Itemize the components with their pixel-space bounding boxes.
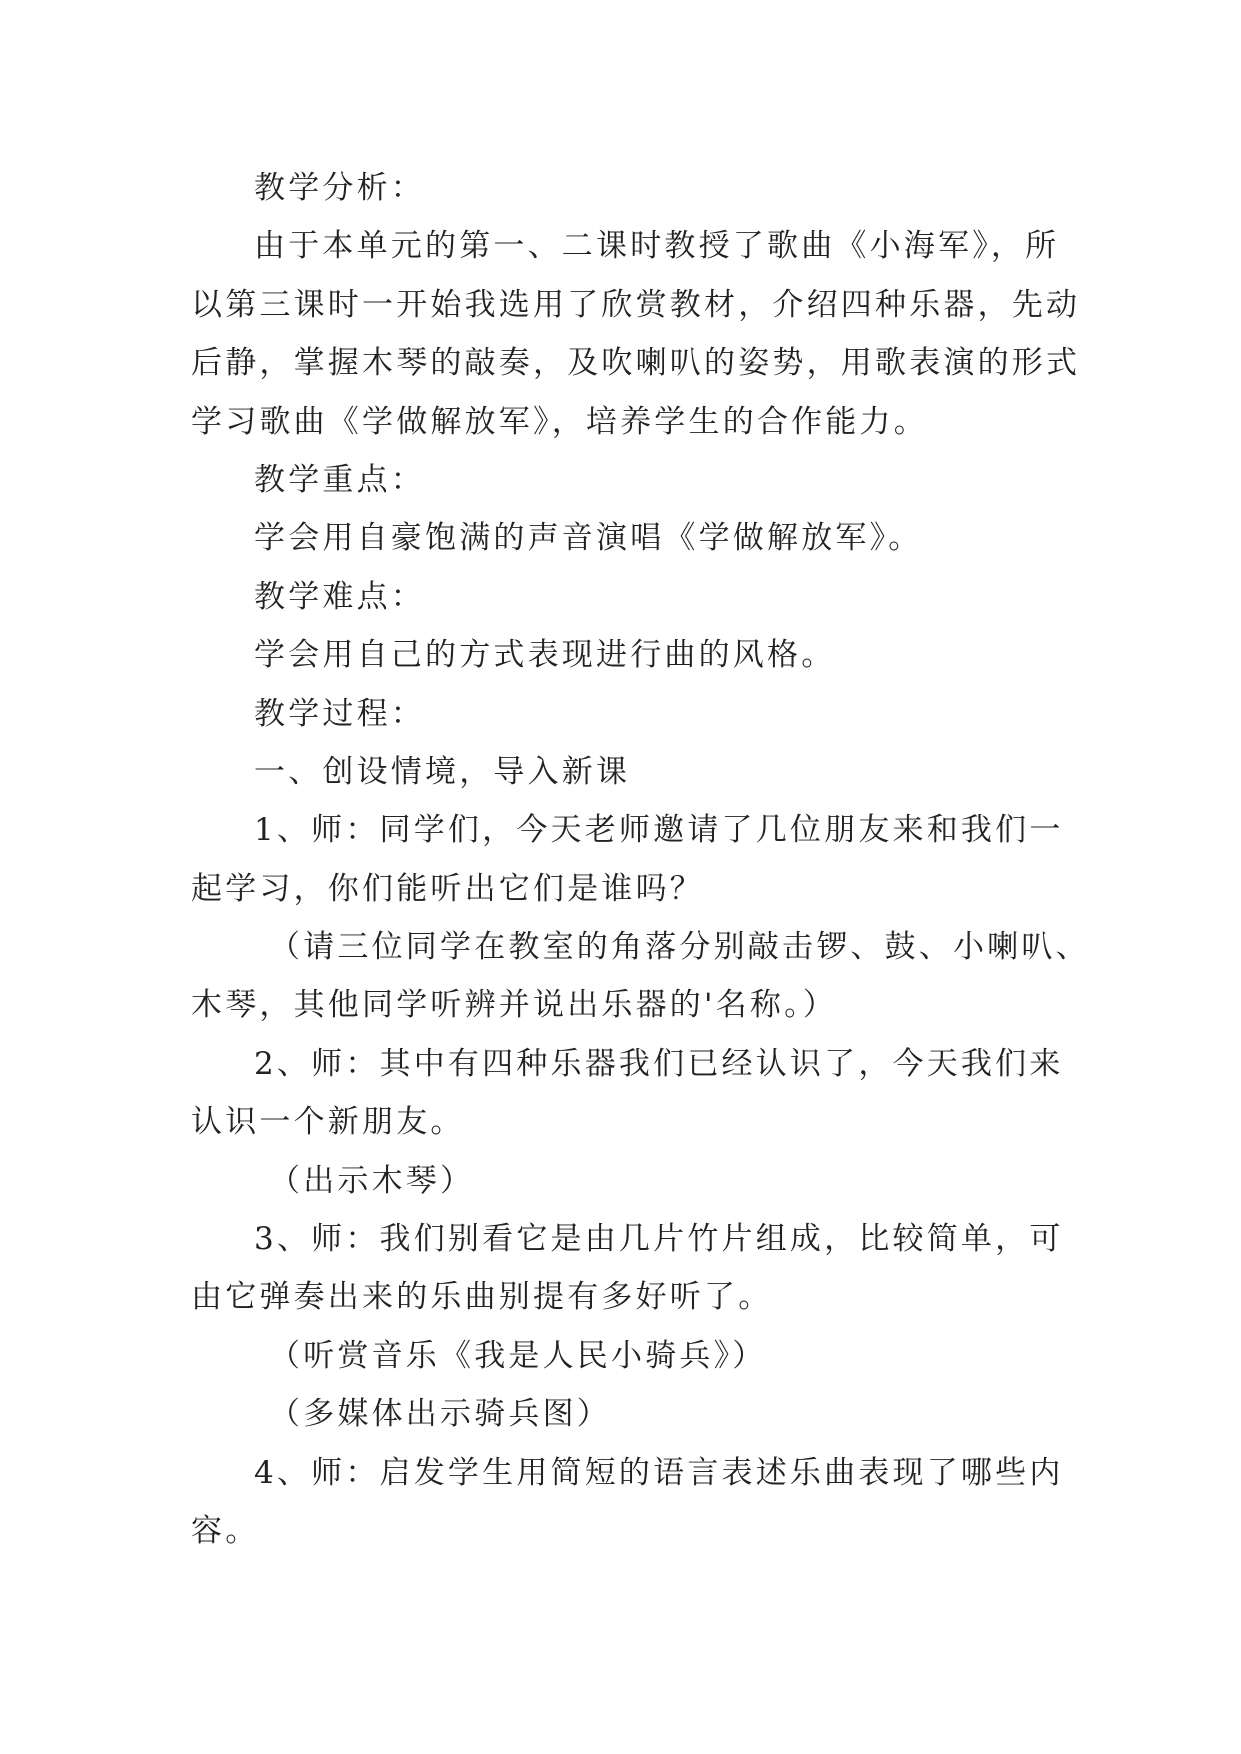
paragraph-line: 以第三课时一开始我选用了欣赏教材，介绍四种乐器，先动 — [191, 286, 1081, 323]
section-heading: 一、创设情境，导入新课 — [254, 753, 631, 790]
paragraph-line: 木琴，其他同学听辨并说出乐器的'名称。） — [191, 987, 838, 1024]
paragraph-line: 学习歌曲《学做解放军》，培养学生的合作能力。 — [191, 403, 928, 440]
paragraph-line: 认识一个新朋友。 — [191, 1104, 465, 1141]
paragraph-line: 由它弹奏出来的乐曲别提有多好听了。 — [191, 1279, 773, 1316]
paragraph-line: （多媒体出示骑兵图） — [269, 1396, 611, 1433]
paragraph-line: 后静，掌握木琴的敲奏，及吹喇叭的姿势，用歌表演的形式 — [191, 345, 1081, 382]
paragraph-line: 起学习，你们能听出它们是谁吗？ — [191, 870, 704, 907]
paragraph-line: 容。 — [191, 1512, 260, 1549]
paragraph-line: 2、师：其中有四种乐器我们已经认识了，今天我们来 — [254, 1045, 1064, 1082]
heading-analysis: 教学分析： — [254, 170, 425, 206]
paragraph-line: 学会用自己的方式表现进行曲的风格。 — [254, 637, 836, 674]
document-body — [191, 159, 1090, 1560]
heading-process: 教学过程： — [254, 695, 425, 732]
paragraph-line: （请三位同学在教室的角落分别敲击锣、鼓、小喇叭、 — [269, 929, 1090, 966]
paragraph-line: 学会用自豪饱满的声音演唱《学做解放军》。 — [254, 520, 923, 557]
heading-key-points: 教学重点： — [254, 461, 425, 498]
paragraph-line: 3、师：我们别看它是由几片竹片组成，比较简单，可 — [254, 1221, 1064, 1258]
paragraph-line: 4、师：启发学生用简短的语言表述乐曲表现了哪些内 — [254, 1454, 1064, 1491]
heading-difficulties: 教学难点： — [254, 578, 425, 615]
paragraph-line: （听赏音乐《我是人民小骑兵》） — [269, 1337, 767, 1374]
paragraph-line: 1、师：同学们，今天老师邀请了几位朋友来和我们一 — [254, 812, 1064, 849]
paragraph-line: 由于本单元的第一、二课时教授了歌曲《小海军》，所 — [254, 228, 1060, 265]
paragraph-line: （出示木琴） — [269, 1162, 475, 1199]
